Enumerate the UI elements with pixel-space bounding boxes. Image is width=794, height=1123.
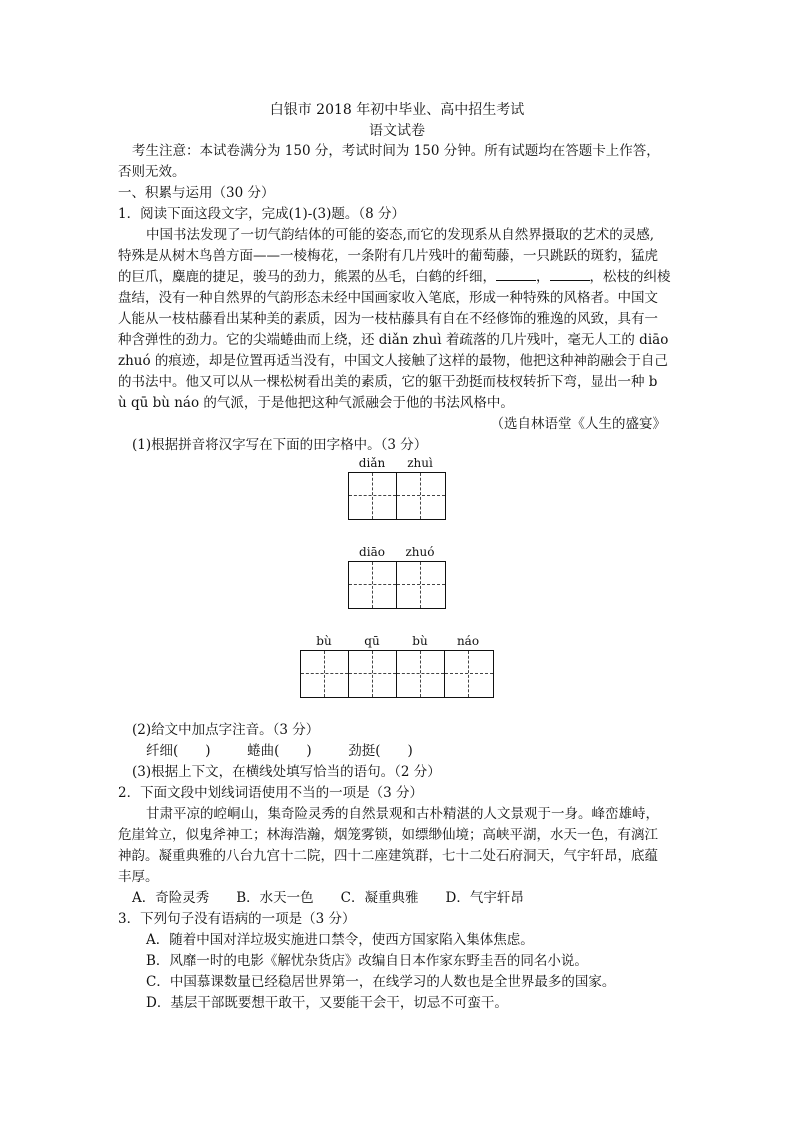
passage-line: ù qū bù náo 的气派，于是他把这种气派融会于他的书法风格中。 <box>118 395 514 411</box>
tianzige-grid-1 <box>348 472 446 520</box>
passage-line: 中国书法发现了一切气韵结体的可能的姿态,而它的发现系从自然界摄取的艺术的灵感, <box>146 227 655 243</box>
notice-line: 考生注意：本试卷满分为 150 分，考试时间为 150 分钟。所有试题均在答题卡上作答， <box>132 143 660 159</box>
option-b[interactable]: B．风靡一时的电影《解忧杂货店》改编自日本作家东野圭吾的同名小说。 <box>146 953 588 969</box>
tianzige-cell[interactable] <box>349 651 397 697</box>
tianzige-cell[interactable] <box>397 651 445 697</box>
pinyin-item[interactable]: 纤细( ) <box>146 743 211 759</box>
question-2-options[interactable]: A．奇险灵秀 B．水天一色 C．凝重典雅 D．气宇轩昂 <box>132 890 524 906</box>
tianzige-cell[interactable] <box>445 651 493 697</box>
tianzige-grid-2 <box>348 561 446 609</box>
pinyin-label: bù <box>412 634 428 648</box>
passage-line: 的书法中。他又可以从一棵松树看出美的素质，它的躯干劲挺而枝杈转折下弯，显出一种 b <box>118 374 658 390</box>
sub-question-1: (1)根据拼音将汉字写在下面的田字格中。（3 分） <box>132 437 428 453</box>
passage-line: 甘肃平凉的崆峒山，集奇险灵秀的自然景观和古朴精湛的人文景观于一身。峰峦雄峙， <box>146 806 659 822</box>
passage-line: 人能从一枝枯藤看出某种美的素质，因为一枝枯藤具有自在不经修饰的雅逸的风致，具有一 <box>118 311 658 327</box>
sub-question-3: (3)根据上下文，在横线处填写恰当的语句。（2 分） <box>132 764 441 780</box>
passage-text: 的巨爪，麋鹿的捷足，骏马的劲力，熊罴的丛毛，白鹤的纤细， <box>118 269 496 285</box>
pinyin-label: náo <box>456 634 480 648</box>
pinyin-label: diǎn <box>358 456 386 470</box>
passage-line: zhuó 的痕迹，却是位置再适当没有，中国文人接触了这样的最物，他把这种神韵融会于自己 <box>118 353 668 369</box>
question-1-stem: 1．阅读下面这段文字，完成(1)-(3)题。（8 分） <box>118 206 406 222</box>
passage-line: 丰厚。 <box>118 869 159 885</box>
passage-text: ， <box>536 269 550 285</box>
passage-source: （选自林语堂《人生的盛宴》 <box>490 416 666 432</box>
pinyin-label: zhuì <box>407 456 433 470</box>
tianzige-cell[interactable] <box>397 473 445 519</box>
pinyin-label: diāo <box>359 545 385 559</box>
tianzige-cell[interactable] <box>397 562 445 608</box>
passage-line: 特殊是从树木鸟兽方面——一棱梅花，一条附有几片残叶的葡萄藤，一只跳跃的斑豹，猛虎 <box>118 248 658 264</box>
fill-blank-2[interactable] <box>550 268 590 281</box>
passage-line: 盘结，没有一种自然界的气韵形态未经中国画家收入笔底，形成一种特殊的风格者。中国文 <box>118 290 658 306</box>
sub-question-2: (2)给文中加点字注音。（3 分） <box>132 722 320 738</box>
notice-line: 否则无效。 <box>118 164 186 180</box>
pinyin-label: bù <box>316 634 332 648</box>
passage-line: 危崖耸立，似鬼斧神工；林海浩瀚，烟笼雾锁，如缥缈仙境；高峡平湖，水天一色，有漓江 <box>118 827 658 843</box>
question-2-stem: 2．下面文段中划线词语使用不当的一项是（3 分） <box>118 785 423 801</box>
passage-text: ，松枝的纠棱 <box>589 269 671 285</box>
pinyin-item[interactable]: 劲挺( ) <box>348 743 413 759</box>
section-heading: 一、积累与运用（30 分） <box>118 185 275 201</box>
fill-blank-1[interactable] <box>496 268 536 281</box>
pinyin-label: zhuó <box>405 545 435 559</box>
passage-line: 神韵。凝重典雅的八台九宫十二院，四十二座建筑群，七十二处石府洞天，气宇轩昂，底蕴 <box>118 848 658 864</box>
tianzige-grid-3 <box>300 650 494 698</box>
tianzige-cell[interactable] <box>349 473 397 519</box>
passage-line: 种含弹性的劲力。它的尖端蜷曲而上绕，还 diǎn zhuì 着疏落的几片残叶，毫无人工的 diāo <box>118 332 669 348</box>
question-3-stem: 3．下列句子没有语病的一项是（3 分） <box>118 911 356 927</box>
pinyin-label: qū <box>364 634 380 648</box>
option-c[interactable]: C．中国慕课数量已经稳居世界第一，在线学习的人数也是全世界最多的国家。 <box>146 974 616 990</box>
exam-title: 白银市 2018 年初中毕业、高中招生考试 <box>269 102 525 118</box>
tianzige-cell[interactable] <box>301 651 349 697</box>
pinyin-items <box>146 741 413 762</box>
option-d[interactable]: D．基层干部既要想干敢干，又要能干会干，切忌不可蛮干。 <box>146 995 508 1011</box>
passage-line <box>118 267 671 288</box>
option-a[interactable]: A．随着中国对洋垃圾实施进口禁令，使西方国家陷入集体焦虑。 <box>146 932 534 948</box>
tianzige-cell[interactable] <box>349 562 397 608</box>
pinyin-item[interactable]: 蜷曲( ) <box>247 743 312 759</box>
exam-subtitle: 语文试卷 <box>369 123 425 139</box>
